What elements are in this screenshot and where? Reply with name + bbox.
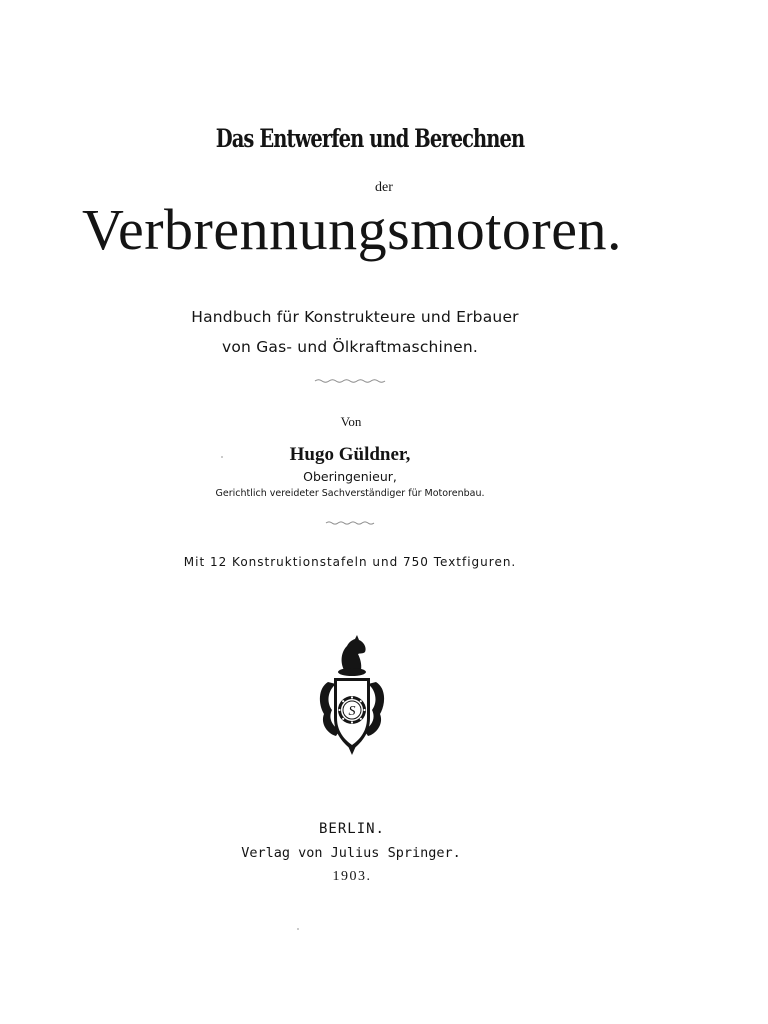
- ornamental-divider: [314, 378, 388, 384]
- publication-year: 1903.: [332, 869, 372, 884]
- subtitle-line-1: Handbuch für Konstrukteure und Erbauer: [191, 308, 519, 326]
- publisher: Verlag von Julius Springer.: [241, 845, 461, 861]
- title-connector: der: [375, 180, 393, 195]
- by-label: Von: [340, 414, 362, 429]
- publisher-emblem-icon: [314, 634, 390, 756]
- emblem-letter: S: [348, 704, 356, 719]
- author-name: Hugo Güldner,: [289, 444, 411, 465]
- author-role: Oberingenieur,: [303, 469, 397, 484]
- publication-city: BERLIN.: [318, 821, 385, 837]
- subtitle-line-2: von Gas- und Ölkraftmaschinen.: [222, 338, 478, 356]
- ornamental-divider: [325, 520, 377, 526]
- main-title: Verbrennungsmotoren.: [82, 197, 622, 262]
- pre-title: Das Entwerfen und Berechnen: [215, 124, 525, 153]
- paper-speck: [221, 456, 223, 458]
- author-note: Gerichtlich vereideter Sachverständiger für Motorenbau.: [215, 488, 485, 499]
- paper-speck: [297, 928, 299, 930]
- illustrations-note: Mit 12 Konstruktionstafeln und 750 Textfiguren.: [183, 555, 517, 569]
